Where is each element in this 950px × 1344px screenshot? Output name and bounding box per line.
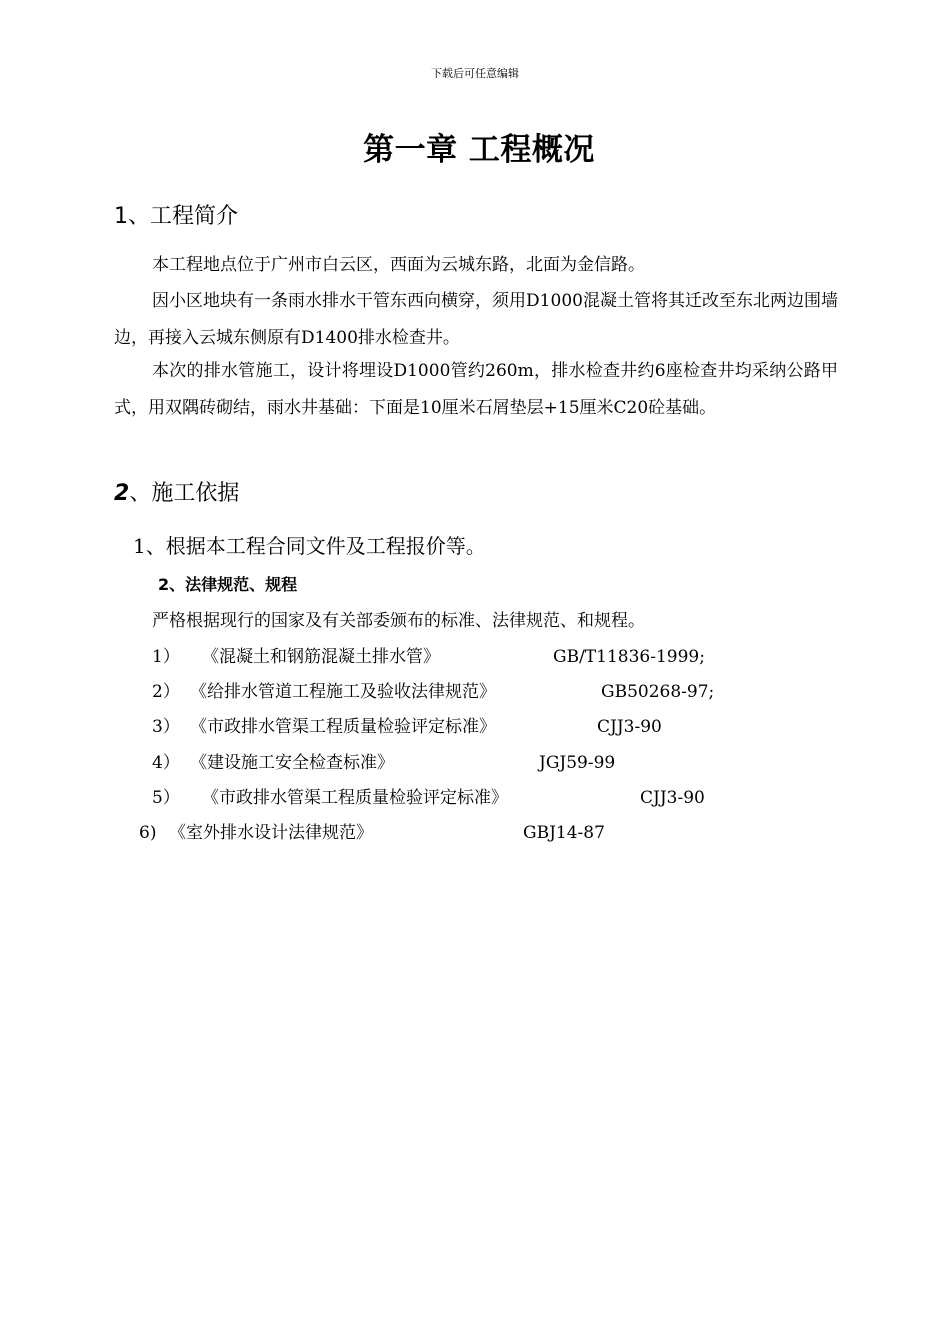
subheading-regulations: 2、法律规范、规程 <box>158 575 298 594</box>
standard-name: 《建设施工安全检查标准》 <box>190 753 394 773</box>
standard-number: 4） <box>152 753 180 773</box>
standard-code: JGJ59-99 <box>539 753 616 773</box>
standard-code: CJJ3-90 <box>640 788 705 808</box>
standard-name: 《市政排水管渠工程质量检验评定标准》 <box>190 717 496 737</box>
standard-number: 3） <box>152 717 180 737</box>
paragraph-construction-scope: 本次的排水管施工，设计将埋设D1000管约260m，排水检查井约6座检查井均采纳公路甲式，用双隅砖砌结，雨水井基础：下面是10厘米石屑垫层+15厘米C20砼基础。 <box>114 361 838 418</box>
section-heading-overview: 1、工程简介 <box>114 204 238 229</box>
paragraph-location: 本工程地点位于广州市白云区，西面为云城东路，北面为金信路。 <box>152 255 645 275</box>
standard-number: 2） <box>152 682 180 702</box>
standard-name: 《室外排水设计法律规范》 <box>169 823 373 843</box>
section-heading-basis-text: 、施工依据 <box>129 481 240 506</box>
chapter-title: 第一章 工程概况 <box>363 132 595 168</box>
standard-name: 《给排水管道工程施工及验收法律规范》 <box>190 682 496 702</box>
standard-number: 5） <box>152 788 180 808</box>
standard-code: GB50268-97; <box>601 682 715 702</box>
section-heading-basis-number: 2 <box>114 481 130 506</box>
standard-number: 6) <box>139 823 157 843</box>
standard-name: 《混凝土和钢筋混凝土排水管》 <box>202 647 440 667</box>
regulations-intro: 严格根据现行的国家及有关部委颁布的标准、法律规范、和规程。 <box>152 611 645 631</box>
standard-code: CJJ3-90 <box>597 717 662 737</box>
paragraph-relocation: 因小区地块有一条雨水排水干管东西向横穿，须用D1000混凝土管将其迁改至东北两边围墙边，再接入云城东侧原有D1400排水检查井。 <box>114 291 838 348</box>
standard-code: GB/T11836-1999; <box>553 647 705 667</box>
standard-name: 《市政排水管渠工程质量检验评定标准》 <box>202 788 508 808</box>
section-heading-basis <box>114 478 239 510</box>
standard-code: GBJ14-87 <box>523 823 605 843</box>
header-note: 下载后可任意编辑 <box>431 67 519 80</box>
standard-number: 1） <box>152 647 180 667</box>
basis-item-contract: 1、根据本工程合同文件及工程报价等。 <box>133 534 486 558</box>
